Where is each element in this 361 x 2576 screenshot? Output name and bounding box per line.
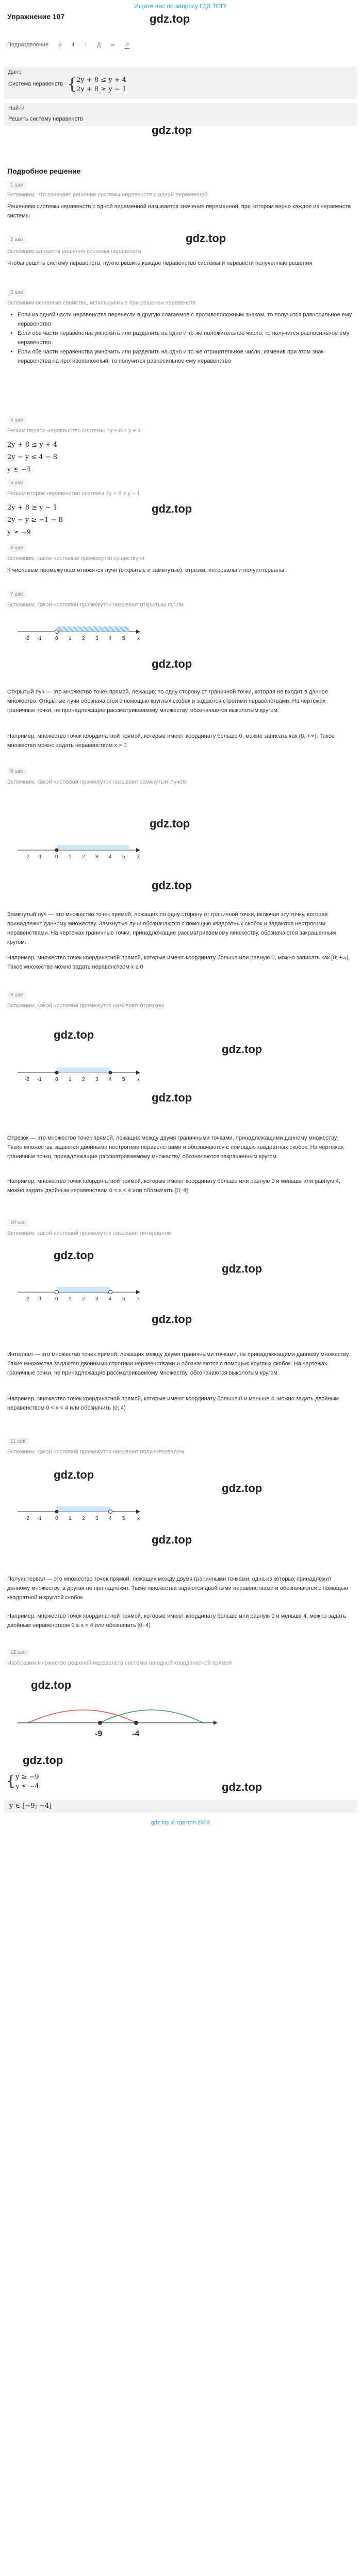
axis-label: 2 <box>82 1296 85 1302</box>
watermark: gdz.top <box>222 1482 262 1495</box>
range-arc-lower <box>100 1710 203 1723</box>
axis-label: 0 <box>55 1516 58 1521</box>
step-caption: Вспомним, какой числовой промежуток называют полуинтервалом <box>7 1449 184 1455</box>
step-text: Решением системы неравенств с одной переменной называется значение переменной, при котором верно каждое из неравенств системы <box>7 204 351 219</box>
axis-label: 5 <box>122 1516 125 1521</box>
step-text: Чтобы решить систему неравенств, нужно решить каждое неравенство системы и перевести полученные решения <box>7 260 313 266</box>
step-caption: Вспомним алгоритм решения системы неравенств <box>7 248 141 255</box>
tab-item-selected[interactable]: ↗ <box>124 42 129 48</box>
axis-label: x <box>137 1296 140 1302</box>
axis-label: x <box>137 1516 140 1521</box>
system-line: y ≤ −4 <box>15 1783 39 1790</box>
answer-text: y ∈ [−9; −4] <box>9 1802 52 1810</box>
watermark: gdz.top <box>222 1262 262 1275</box>
axis-label: 1 <box>69 1296 72 1302</box>
step-caption: Вспомним, какой числовой промежуток называют отрезком <box>7 1003 165 1009</box>
tab-item[interactable]: Д <box>97 42 101 48</box>
axis-label: 3 <box>95 854 99 860</box>
step-caption: Вспомним, какие числовые промежутки существуют <box>7 555 145 562</box>
given-line-2: 2y + 8 ≥ y − 1 <box>76 86 126 93</box>
top-banner <box>0 0 361 12</box>
tab-row <box>7 41 138 50</box>
step-tag: 8 шаг <box>7 768 27 775</box>
axis-label: -2 <box>25 1296 29 1302</box>
axis-label: 4 <box>109 1077 112 1082</box>
watermark: gdz.top <box>54 1468 94 1481</box>
step-paragraph: Открытый луч — это множество точек прямой, лежащих по одну сторону от граничной точки, которая не входит в данное множество. Открытые лучи обозначаются с помощью круглых скобок и задаются строгими неравенствами. На чертежах граничные точки, не принадлежащие рассматриваемому множеству, обозначаются выколотым кругом. <box>7 689 328 714</box>
math-line: y ≥ −9 <box>7 529 31 536</box>
axis-label: 1 <box>69 1516 72 1521</box>
find-label: Найти <box>8 105 25 111</box>
axis-label: -1 <box>37 1077 42 1082</box>
given-line-1: 2y + 8 ≤ y + 4 <box>76 76 126 84</box>
axis-label: -1 <box>37 854 42 860</box>
point-minus-nine <box>98 1721 102 1725</box>
axis-label: 5 <box>122 1077 125 1082</box>
step-paragraph: Например, множество точек координатной прямой, которые имеют координату больше 0 и меньше 4, можно задать двойным неравенством 0 < x < 4 или обозначить (0; 4) <box>7 1396 339 1411</box>
watermark: gdz.top <box>54 1028 94 1041</box>
math-line: y ≤ −4 <box>7 466 31 473</box>
step-paragraph: Например, множество точек координатной прямой, которые имеют координату больше или равную 0 и меньше или равную 4, можно задать двойным неравенством 0 ≤ x ≤ 4 или обозначить [0; 4] <box>7 1178 341 1194</box>
axis-label: 3 <box>95 1516 99 1521</box>
axis-label: 4 <box>109 1296 112 1302</box>
number-line-open-ray <box>7 616 358 647</box>
axis-label: 5 <box>122 636 125 641</box>
watermark: gdz.top <box>222 1043 262 1056</box>
axis-label: 0 <box>55 854 58 860</box>
axis-label: -1 <box>37 636 42 641</box>
tab-item[interactable]: Подразделение <box>7 42 49 48</box>
axis-label: 1 <box>69 854 72 860</box>
watermark: gdz.top <box>222 1781 262 1793</box>
number-line-interval <box>7 1277 358 1308</box>
axis-label: 4 <box>109 1516 112 1521</box>
step-tag: 2 шаг <box>7 236 27 244</box>
range-arc-upper <box>28 1710 136 1723</box>
axis-label: 1 <box>69 636 72 641</box>
given-card <box>4 67 357 99</box>
label-minus-four: -4 <box>132 1730 140 1738</box>
step-tag: 7 шаг <box>7 590 27 598</box>
axis-label: x <box>137 636 140 641</box>
step-paragraph: Например, множество точек координатной прямой, которые имеют координату больше 0, можно записать как (0; +∞). Такое множество можно задать неравенством x > 0 <box>7 733 335 749</box>
given-prefix: Система неравенств <box>8 81 63 87</box>
step-tag: 5 шаг <box>7 479 27 487</box>
find-text: Решить систему неравенств <box>8 116 83 122</box>
solution-title: Подробное решение <box>7 167 81 175</box>
answer-box <box>4 1800 357 1812</box>
axis-label: 1 <box>69 1077 72 1082</box>
axis-label: 0 <box>55 636 58 641</box>
step-tag: 9 шаг <box>7 991 27 999</box>
watermark: gdz.top <box>152 124 192 137</box>
step-caption: Вспомним, какой числовой промежуток называют интервалом <box>7 1230 172 1236</box>
axis-label: x <box>137 854 140 860</box>
top-banner-link[interactable]: Ищите нас по запросу ГДЗ ТОП! <box>134 3 227 10</box>
axis-label: 5 <box>122 854 125 860</box>
axis-label: 4 <box>109 854 112 860</box>
find-card <box>4 103 357 126</box>
number-line-segment <box>7 1057 358 1088</box>
step-caption: Вспомним основные свойства, используемые при решении неравенств <box>7 300 196 306</box>
footer[interactable]: gdz.top © где-топ 2024 <box>151 1820 210 1826</box>
step-paragraph: Замкнутый луч — это множество точек прямой, лежащих по одну сторону от граничной точки, включая эту точку, которая принадлежит данному множеству. Замкнутые лучи обозначаются с помощью квадратных скобок и задаются нестрогими неравенствами. На чертежах граничные точки, принадлежащие рассматриваемому множеству, обозначаются закрашенным кругом. <box>7 911 336 945</box>
axis-label: 4 <box>109 636 112 641</box>
watermark: gdz.top <box>31 1679 72 1691</box>
axis-label: x <box>137 1077 140 1082</box>
axis-label: 3 <box>95 1296 99 1302</box>
axis-label: 0 <box>55 1077 58 1082</box>
step-paragraph: Например, множество точек координатной прямой, которые имеют координату больше или равную 0 и меньше 4, можно задать двойным неравенством 0 ≤ x < 4 или обозначить [0; 4) <box>7 1613 346 1629</box>
step-paragraph: Интервал — это множество точек прямой, лежащих между двумя граничными точками, не принадлежащими данному множеству. Такие множества задаются двойными строгими неравенствами и обозначаются с помощью круглых скобок. На чертежах граничные точки, не принадлежащие рассматриваемому множеству, обозначаются выколотым кругом. <box>7 1351 350 1376</box>
number-line-closed-ray <box>7 835 358 866</box>
axis-label: -2 <box>25 636 29 641</box>
solution-number-line <box>7 1692 358 1754</box>
watermark: gdz.top <box>152 1091 192 1104</box>
axis-label: 2 <box>82 636 85 641</box>
axis-label: -2 <box>25 854 29 860</box>
given-label: Дано <box>8 69 22 75</box>
step-text: К числовым промежуткам относятся лучи (открытые и замкнутые), отрезки, интервалы и полуинтервалы. <box>7 567 286 573</box>
step-tag: 10 шаг <box>7 1219 29 1227</box>
label-minus-nine: -9 <box>95 1730 103 1738</box>
watermark: gdz.top <box>152 1313 192 1326</box>
watermark: gdz.top <box>152 879 192 892</box>
axis-label: 2 <box>82 854 85 860</box>
step-tag: 3 шаг <box>7 289 27 296</box>
axis-label: 0 <box>55 1296 58 1302</box>
tab-item[interactable]: 6 <box>58 42 62 48</box>
step-tag: 11 шаг <box>7 1437 29 1445</box>
tab-item[interactable]: ↑ <box>84 42 88 48</box>
axis-label: 2 <box>82 1077 85 1082</box>
page-title: Упражнение 107 <box>7 12 65 21</box>
tab-item[interactable]: 4 <box>71 42 75 48</box>
number-line-half-interval <box>7 1496 358 1527</box>
watermark: gdz.top <box>152 1533 192 1546</box>
axis-label: 3 <box>95 1077 99 1082</box>
axis-label: 2 <box>82 1516 85 1521</box>
step-paragraph: Например, множество точек координатной прямой, которые имеют координату больше или равную 0, можно записать как [0; +∞). Такое множество можно задать неравенством x ≥ 0 <box>7 955 350 970</box>
watermark: gdz.top <box>186 232 226 245</box>
axis-label: -1 <box>37 1296 42 1302</box>
tab-item[interactable]: ∞ <box>110 42 115 48</box>
step-caption: Изобразим множество решений неравенств системы на одной координатной прямой <box>7 1660 232 1666</box>
system-line: y ≥ −9 <box>15 1773 39 1781</box>
axis-label: 5 <box>122 1296 125 1302</box>
point-minus-four <box>134 1721 138 1725</box>
list-item: • Если обе части неравенства умножить или разделить на одно и то же положительное число, то получится равносильное ему неравенство <box>18 329 353 347</box>
step-tag: 1 шаг <box>7 181 27 189</box>
watermark: gdz.top <box>152 657 192 670</box>
math-line: 2y − y ≥ −1 − 8 <box>7 516 63 524</box>
brace-icon: { <box>67 75 77 93</box>
step-paragraph: Отрезок — это множество точек прямой, лежащих между двумя граничными точками, принадлежащими данному множеству. Такие множества задаются двойными нестрогими неравенствами и обозначаются с помощью квадратных скобок. На чертежах граничные точки, принадлежащие рассматриваемому множеству, обозначаются закрашенным кругом. <box>7 1135 344 1160</box>
axis-label: 3 <box>95 636 99 641</box>
watermark: gdz.top <box>150 817 190 830</box>
watermark: gdz.top <box>152 502 192 515</box>
math-line: 2y − y ≤ 4 − 8 <box>7 453 57 461</box>
watermark: gdz.top <box>23 1754 63 1767</box>
step-caption: Решим первое неравенство системы 2y + 8 ≤ y + 4 <box>7 428 141 434</box>
math-line: 2y + 8 ≤ y + 4 <box>7 441 57 449</box>
axis-label: -2 <box>25 1077 29 1082</box>
watermark: gdz.top <box>54 1249 94 1262</box>
list-item: • Если из одной части неравенства перенести в другую слагаемое с противоположным знаком, то получится равносильное ему неравенство <box>18 310 353 329</box>
step-paragraph: Полуинтервал — это множество точек прямой, лежащих между двумя граничными точками, одна из которых принадлежит данному множеству, а другая не принадлежит. Такие множества задаются двойными неравенствами и обозначаются с помощью квадратной и круглой скобок. <box>7 1576 348 1601</box>
step-caption: Вспомним, какой числовой промежуток называют открытым лучом <box>7 602 184 608</box>
rules-list <box>7 310 353 366</box>
axis-label: -2 <box>25 1516 29 1521</box>
axis-label: -1 <box>37 1516 42 1521</box>
step-caption: Решим второе неравенство системы 2y + 8 ≥ y − 1 <box>7 490 140 497</box>
brace-icon: { <box>6 1772 15 1789</box>
watermark: gdz.top <box>150 12 190 25</box>
step-tag: 4 шаг <box>7 416 27 424</box>
step-caption: Вспомним, какой числовой промежуток называют замкнутым лучом <box>7 779 187 785</box>
step-caption: Вспомним, что означает решение системы неравенств с одной переменной <box>7 192 208 198</box>
list-item: • Если обе части неравенства умножить или разделить на одно и то же отрицательное число, изменив при этом знак неравенства на противоположный, то получится равносильное ему неравенство <box>18 347 353 366</box>
step-tag: 6 шаг <box>7 544 27 552</box>
step-tag: 12 шаг <box>7 1649 29 1656</box>
math-line: 2y + 8 ≥ y − 1 <box>7 504 57 512</box>
